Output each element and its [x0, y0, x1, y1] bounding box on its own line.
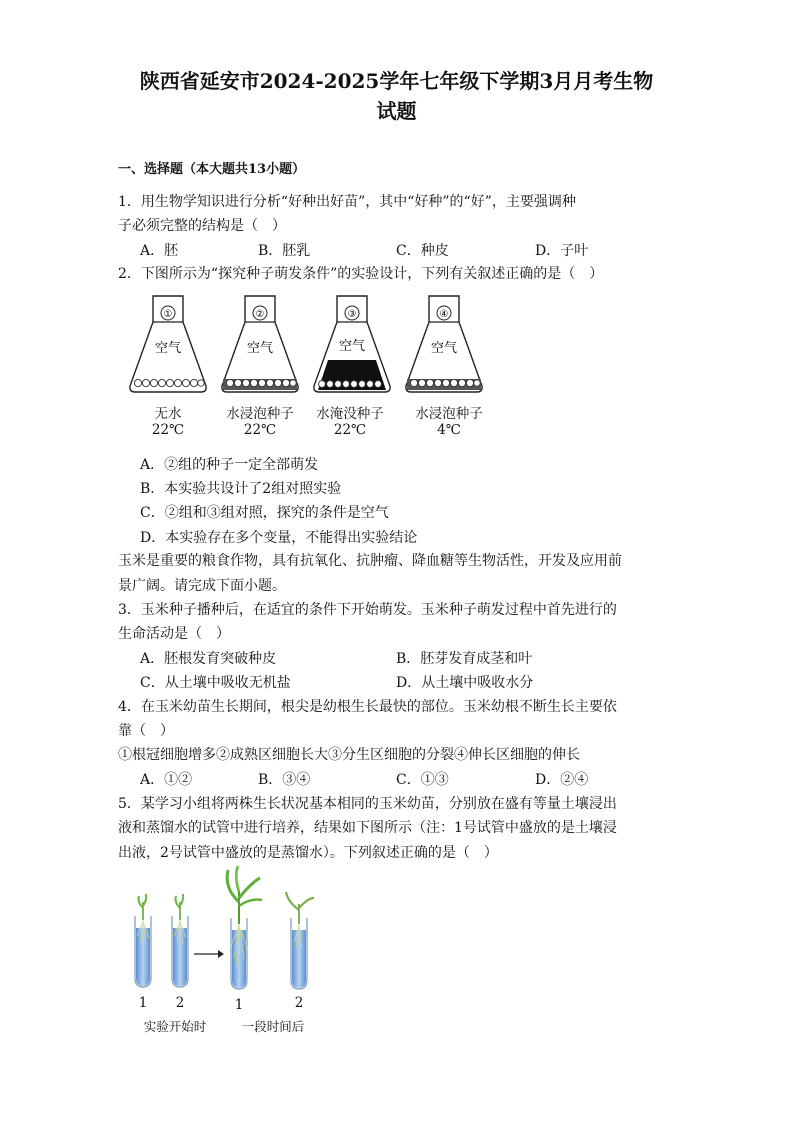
flask-1-seeds [134, 379, 204, 386]
q4-option-d: D．②④ [535, 772, 589, 788]
tube-1-start [135, 894, 151, 987]
flask-4-air-label: 空气 [430, 341, 458, 356]
progress-arrow [194, 950, 224, 958]
q4-stem-line-1: 4．在玉米幼苗生长期间，根尖是幼根生长最快的部位。玉米幼根不断生长主要依 [118, 699, 617, 715]
tube-1-start-label: 1 [138, 995, 148, 1011]
flask-3-number: ③ [347, 309, 357, 320]
q2-option-c: C．②组和③组对照，探究的条件是空气 [140, 505, 389, 521]
q1-stem-line-2: 子必须完整的结构是（ ） [118, 218, 286, 234]
q5-stem-line-2: 液和蒸馏水的试管中进行培养，结果如下图所示（注：1号试管中盛放的是土壤浸 [118, 820, 617, 836]
flask-2-number: ② [255, 309, 265, 320]
q5-stem-line-3: 出液，2号试管中盛放的是蒸馏水）。下列叙述正确的是（ ） [118, 845, 498, 861]
q3-stem-line-1: 3．玉米种子播种后，在适宜的条件下开始萌发。玉米种子萌发过程中首先进行的 [118, 602, 617, 618]
flask-3-condition: 水淹没种子 [316, 406, 384, 422]
tube-2-later [286, 892, 314, 989]
q5-stem-line-1: 5．某学习小组将两株生长状况基本相同的玉米幼苗，分别放在盛有等量土壤浸出 [118, 796, 617, 812]
q3-option-c: C．从土壤中吸收无机盐 [140, 675, 291, 691]
flask-4-temperature: 4℃ [437, 422, 461, 438]
flask-1-condition: 无水 [154, 406, 182, 422]
q1-option-a: A．胚 [140, 243, 179, 259]
tube-2-later-label: 2 [294, 995, 304, 1011]
q2-option-b: B．本实验共设计了2组对照实验 [140, 481, 342, 497]
tube-2-start-label: 2 [175, 995, 185, 1011]
q3-option-a: A．胚根发育突破种皮 [140, 651, 277, 667]
flask-2-air-label: 空气 [246, 341, 274, 356]
flask-2-seeds [226, 379, 296, 386]
flask-4-seeds [410, 379, 480, 386]
flask-2-temperature: 22℃ [243, 422, 277, 438]
tube-1-later-label: 1 [234, 997, 244, 1013]
q4-stem-line-2: 靠（ ） [118, 723, 174, 739]
flask-4-number: ④ [439, 309, 449, 320]
corn-seedling-tubes-figure [120, 862, 320, 992]
q2-option-d: D．本实验存在多个变量，不能得出实验结论 [140, 530, 418, 546]
exam-title [110, 66, 683, 126]
flask-2 [222, 296, 298, 392]
flask-3 [314, 296, 390, 392]
q3-option-b: B．胚芽发育成茎和叶 [396, 651, 533, 667]
flask-4 [406, 296, 482, 392]
intro-line-1: 玉米是重要的粮食作物，具有抗氧化、抗肿瘤、降血糖等生物活性，开发及应用前 [118, 553, 622, 569]
caption-later: 一段时间后 [241, 1019, 305, 1034]
seed-germination-flasks-figure [120, 294, 520, 394]
flask-1-number: ① [163, 309, 173, 320]
flask-1 [130, 296, 206, 392]
q4-statements: ①根冠细胞增多②成熟区细胞长大③分生区细胞的分裂④伸长区细胞的伸长 [118, 747, 580, 763]
flask-2-condition: 水浸泡种子 [226, 406, 294, 422]
q4-option-c: C．①③ [396, 772, 449, 788]
q1-stem-line-1: 1．用生物学知识进行分析“好种出好苗”，其中“好种”的“好”，主要强调种 [118, 194, 576, 210]
q2-option-a: A．②组的种子一定全部萌发 [140, 457, 319, 473]
flask-1-temperature: 22℃ [151, 422, 185, 438]
q4-option-a: A．①② [140, 772, 193, 788]
q1-option-b: B．胚乳 [258, 243, 311, 259]
flask-3-temperature: 22℃ [333, 422, 367, 438]
q1-option-c: C．种皮 [396, 243, 449, 259]
flask-4-condition: 水浸泡种子 [415, 406, 483, 422]
title-line-1: 陕西省延安市2024-2025学年七年级下学期3月月考生物 [139, 69, 654, 93]
q3-stem-line-2: 生命活动是（ ） [118, 626, 230, 642]
caption-start: 实验开始时 [143, 1019, 207, 1034]
q2-stem: 2．下图所示为“探究种子萌发条件”的实验设计，下列有关叙述正确的是（ ） [118, 266, 604, 282]
q4-option-b: B．③④ [258, 772, 311, 788]
flask-1-air-label: 空气 [154, 341, 182, 356]
title-line-2: 试题 [376, 99, 417, 123]
q1-option-d: D．子叶 [535, 243, 589, 259]
flask-3-air-label: 空气 [338, 339, 366, 354]
tube-1-later [227, 866, 262, 989]
tube-2-start [172, 894, 188, 987]
section-heading: 一、选择题（本大题共13小题） [118, 162, 306, 177]
q3-option-d: D．从土壤中吸收水分 [396, 675, 534, 691]
intro-line-2: 景广阔。请完成下面小题。 [118, 578, 286, 594]
